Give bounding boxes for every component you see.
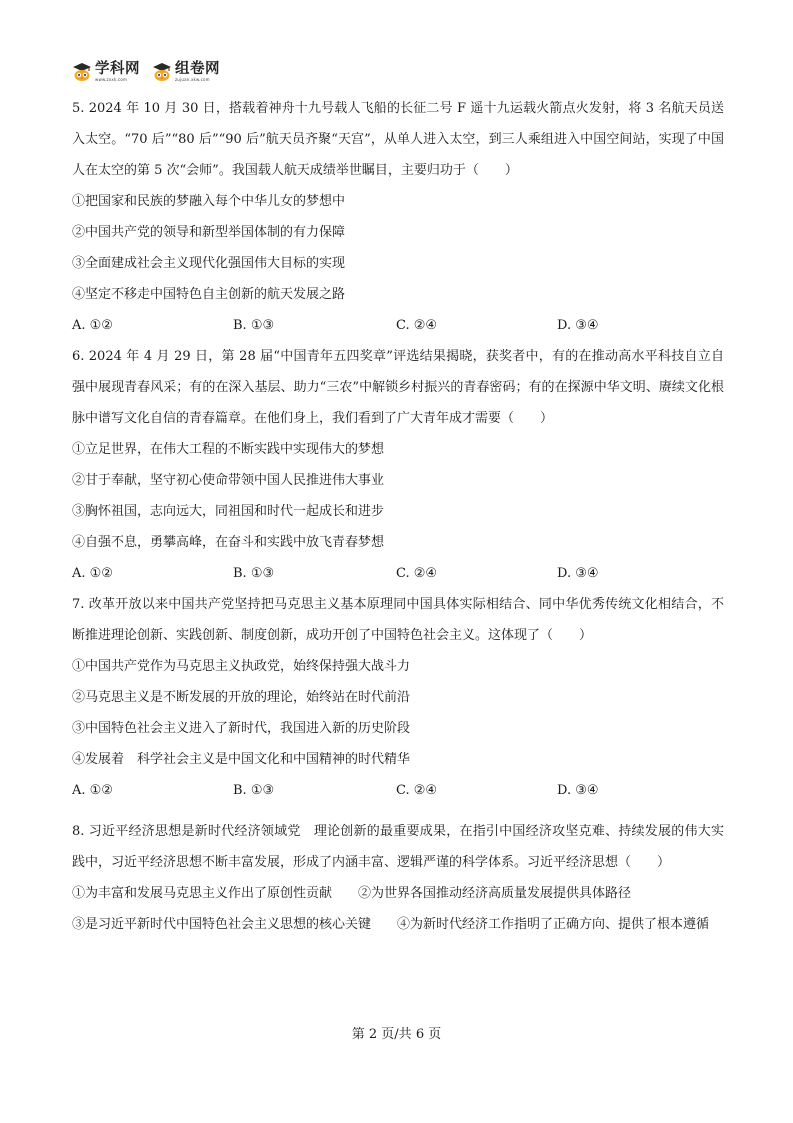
page-header xyxy=(72,60,220,84)
logo-name: 学科网 xyxy=(95,61,140,78)
question-5-option-4: ④坚定不移走中国特色自主创新的航天发展之路 xyxy=(72,287,346,302)
question-8-stem: 8. 习近平经济思想是新时代经济领域党 理论创新的最重要成果，在指引中国经济攻坚克难、持续发展的伟大实践中，习近平经济思想不断丰富发展，形成了内涵丰富、逻辑严谨的科学体系。习近平经济思想（ ） xyxy=(72,824,724,870)
question-5-option-1: ①把国家和民族的梦融入每个中华儿女的梦想中 xyxy=(72,194,346,209)
logo-name: 组卷网 xyxy=(175,61,220,78)
owl-graduation-cap-icon xyxy=(72,62,92,82)
question-6-stem: 6. 2024 年 4 月 29 日，第 28 届“中国青年五四奖章”评选结果揭晓，获奖者中，有的在推动高水平科技自立自强中展现青春风采；有的在深入基层、助力“三农”中解锁乡村振兴的青春密码；有的在探源中华文明、赓续文化根脉中谱写文化自信的青春篇章。在他们身上，我们看到了广大青年成才需要（ ） xyxy=(72,349,724,426)
question-5-stem: 5. 2024 年 10 月 30 日，搭载着神舟十九号载人飞船的长征二号 F 遥十九运载火箭点火发射，将 3 名航天员送入太空。“70 后”“80 后”“90 后”航天员齐聚“天宫”，从单人进入太空，到三人乘组进入中国空间站，实现了中国人在太空的第 5 次“会师”。我国载人航天成绩举世瞩目，主要归功于（ ） xyxy=(72,101,724,178)
choice-d: D. ③④ xyxy=(557,318,599,333)
question-content xyxy=(72,93,724,940)
question-5-choices xyxy=(72,310,724,341)
choice-d: D. ③④ xyxy=(557,783,599,798)
choice-a: A. ①② xyxy=(72,318,113,333)
question-7-option-4: ④发展着 科学社会主义是中国文化和中国精神的时代精华 xyxy=(72,752,411,767)
choice-c: C. ②④ xyxy=(396,566,438,581)
question-6-option-3: ③胸怀祖国，志向远大，同祖国和时代一起成长和进步 xyxy=(72,504,385,519)
question-6-option-4: ④自强不息，勇攀高峰，在奋斗和实践中放飞青春梦想 xyxy=(72,535,385,550)
choice-b: B. ①③ xyxy=(233,318,275,333)
question-6-option-2: ②甘于奉献，坚守初心使命带领中国人民推进伟大事业 xyxy=(72,473,385,488)
question-7-option-2: ②马克思主义是不断发展的开放的理论，始终站在时代前沿 xyxy=(72,690,411,705)
question-8-option-2: ②为世界各国推动经济高质量发展提供具体路径 xyxy=(358,886,632,901)
question-8-options-row-1 xyxy=(72,878,724,909)
choice-c: C. ②④ xyxy=(396,783,438,798)
question-7-stem: 7. 改革开放以来中国共产党坚持把马克思主义基本原理同中国具体实际相结合、同中华优秀传统文化相结合，不断推进理论创新、实践创新、制度创新，成功开创了中国特色社会主义。这体现了（ ） xyxy=(72,597,724,643)
question-6-option-1: ①立足世界，在伟大工程的不断实践中实现伟大的梦想 xyxy=(72,442,385,457)
choice-b: B. ①③ xyxy=(233,566,275,581)
question-7-option-3: ③中国特色社会主义进入了新时代，我国进入新的历史阶段 xyxy=(72,721,411,736)
logo-url: www.zxxk.com xyxy=(95,76,128,82)
choice-b: B. ①③ xyxy=(233,783,275,798)
question-5-option-3: ③全面建成社会主义现代化强国伟大目标的实现 xyxy=(72,256,346,271)
question-8-options-row-2 xyxy=(72,909,724,940)
owl-graduation-cap-icon xyxy=(152,62,172,82)
question-8-option-3: ③是习近平新时代中国特色社会主义思想的核心关键 xyxy=(72,917,372,932)
question-8-option-1: ①为丰富和发展马克思主义作出了原创性贡献 xyxy=(72,886,333,901)
logo-url: zujuan.xkw.com xyxy=(175,76,210,82)
choice-a: A. ①② xyxy=(72,566,113,581)
choice-a: A. ①② xyxy=(72,783,113,798)
xuekewang-logo xyxy=(72,62,140,82)
question-5-option-2: ②中国共产党的领导和新型举国体制的有力保障 xyxy=(72,225,346,240)
choice-d: D. ③④ xyxy=(557,566,599,581)
zujuanwang-logo xyxy=(152,62,220,82)
page-footer: 第 2 页/共 6 页 xyxy=(351,1027,442,1042)
question-6-choices xyxy=(72,558,724,589)
question-8-option-4: ④为新时代经济工作指明了正确方向、提供了根本遵循 xyxy=(397,917,710,932)
question-7-option-1: ①中国共产党作为马克思主义执政党，始终保持强大战斗力 xyxy=(72,659,411,674)
choice-c: C. ②④ xyxy=(396,318,438,333)
question-7-choices xyxy=(72,775,724,806)
